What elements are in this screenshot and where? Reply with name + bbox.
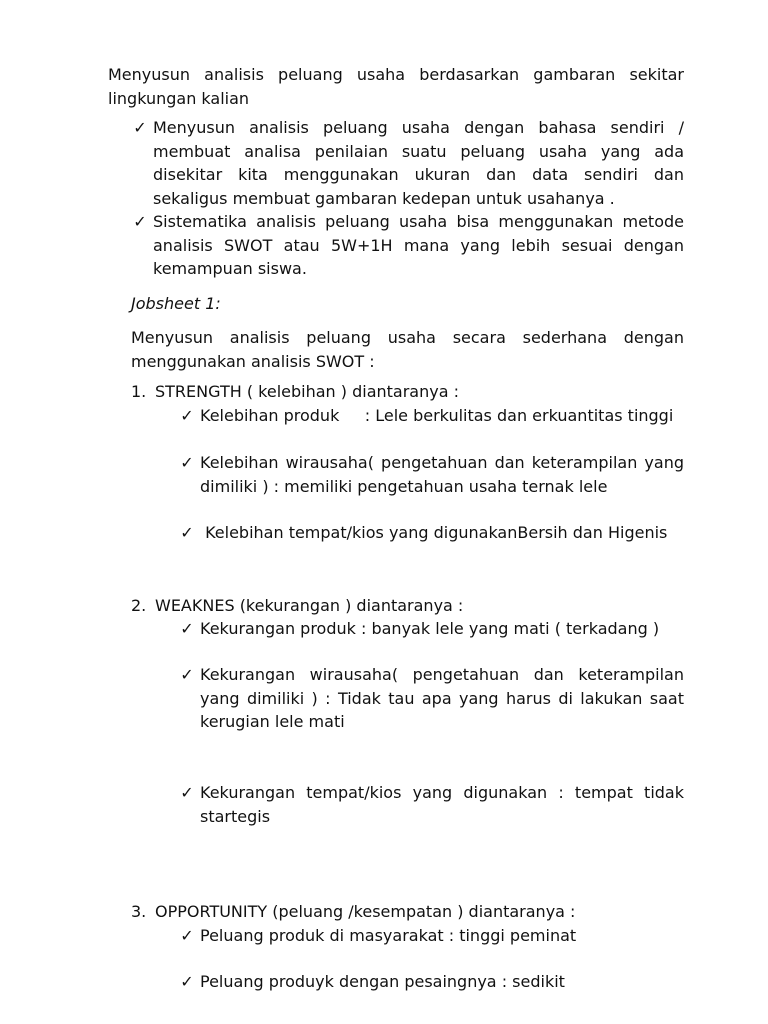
checkmark-icon: ✓ (180, 783, 194, 802)
section-number: 1. (131, 382, 147, 401)
strength-item (180, 451, 684, 498)
intro-paragraph: Menyusun analisis peluang usaha berdasarkan gambaran sekitar lingkungan kalian (108, 65, 684, 108)
checkmark-icon: ✓ (180, 972, 194, 991)
section-number: 2. (131, 596, 147, 615)
checkmark-icon: ✓ (180, 619, 194, 638)
bullet-text: Menyusun analisis peluang usaha dengan bahasa sendiri / membuat analisa penilaian suatu peluang usaha yang ada disekitar kita menggunakan ukuran dan data sendiri dan sekaligus membuat gambaran kedepan untuk usahanya . (153, 118, 684, 208)
checkmark-icon: ✓ (180, 926, 194, 945)
item-text: Kelebihan wirausaha( pengetahuan dan keterampilan yang dimiliki ) : memiliki pengetahuan usaha ternak lele (200, 453, 684, 496)
checkmark-icon: ✓ (180, 523, 194, 542)
checkmark-icon: ✓ (133, 212, 147, 231)
weaknes-item (180, 663, 684, 734)
item-text: Kekurangan tempat/kios yang digunakan : tempat tidak startegis (200, 783, 684, 826)
strength-item (180, 404, 684, 428)
section-title: STRENGTH ( kelebihan ) diantaranya : (155, 382, 459, 401)
strength-item (180, 521, 684, 545)
section-title: OPPORTUNITY (peluang /kesempatan ) diantaranya : (155, 902, 576, 921)
section-title: WEAKNES (kekurangan ) diantaranya : (155, 596, 464, 615)
jobsheet-intro: Menyusun analisis peluang usaha secara sederhana dengan menggunakan analisis SWOT : (131, 328, 684, 371)
item-text: Kekurangan wirausaha( pengetahuan dan keterampilan yang dimiliki ) : Tidak tau apa yang harus di lakukan saat kerugian lele mati (200, 665, 684, 731)
item-text: Peluang produk di masyarakat : tinggi peminat (200, 926, 577, 945)
item-text: Peluang produyk dengan pesaingnya : sedikit (200, 972, 565, 991)
checkmark-icon: ✓ (180, 665, 194, 684)
item-text: Kelebihan tempat/kios yang digunakanBersih dan Higenis (200, 523, 668, 542)
opportunity-item (180, 970, 684, 994)
intro-bullet-item (133, 116, 684, 210)
intro-bullet-item (133, 210, 684, 281)
jobsheet-label: Jobsheet 1: (131, 294, 221, 313)
weaknes-item (180, 617, 684, 641)
weaknes-item (180, 781, 684, 828)
section-heading-weaknes (131, 594, 463, 618)
checkmark-icon: ✓ (133, 118, 147, 137)
section-heading-opportunity (131, 900, 575, 924)
section-heading-strength (131, 380, 459, 404)
section-number: 3. (131, 902, 147, 921)
item-text: Kekurangan produk : banyak lele yang mati ( terkadang ) (200, 619, 660, 638)
item-text: Kelebihan produk : Lele berkulitas dan erkuantitas tinggi (200, 406, 674, 425)
bullet-text: Sistematika analisis peluang usaha bisa menggunakan metode analisis SWOT atau 5W+1H mana yang lebih sesuai dengan kemampuan siswa. (153, 212, 684, 278)
opportunity-item (180, 924, 684, 948)
checkmark-icon: ✓ (180, 406, 194, 425)
checkmark-icon: ✓ (180, 453, 194, 472)
